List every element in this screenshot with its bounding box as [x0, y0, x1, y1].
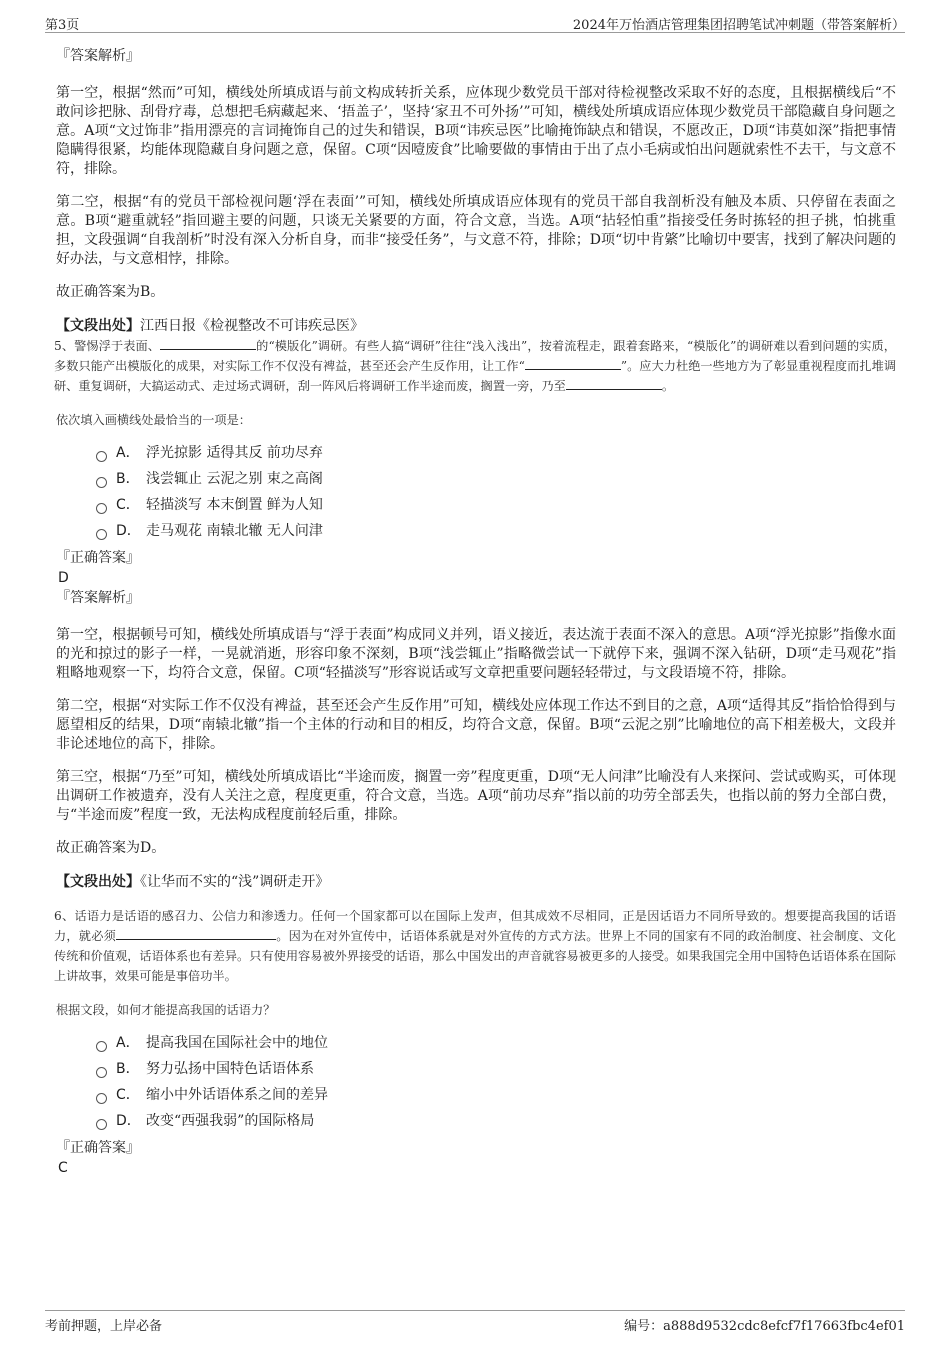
- question-5-source: [56, 872, 896, 892]
- question-5-correct-answer: D: [58, 570, 69, 586]
- radio-icon[interactable]: [96, 1041, 107, 1052]
- question-6-number: 6、: [54, 909, 75, 923]
- question-5-option-c[interactable]: C． 轻描淡写 本末倒置 鲜为人知: [96, 492, 896, 518]
- q4-source: [56, 316, 896, 336]
- question-5-text-2: 的“模版化”调研。有些人搞“调研”往往“浅入浅出”，按着流程走，跟着套路来，“模版化”的调研难以看到问题的实质，多数只能产出模版化的成果，对实际工作不仅没有裨益，甚至还会产生反作用，让工作“: [54, 339, 896, 373]
- radio-icon[interactable]: [96, 477, 107, 488]
- question-5-number: 5、: [54, 339, 75, 353]
- q4-analysis-label: 『答案解析』: [56, 48, 140, 64]
- question-5-prompt: 依次填入画横线处最恰当的一项是：: [56, 413, 251, 427]
- radio-icon[interactable]: [96, 503, 107, 514]
- question-6-blank-1[interactable]: [116, 926, 276, 940]
- question-6-option-d[interactable]: D． 改变“西强我弱”的国际格局: [96, 1108, 896, 1134]
- question-5-blank-1[interactable]: [160, 336, 256, 350]
- question-5-conclusion: 故正确答案为D。: [56, 840, 166, 856]
- radio-icon[interactable]: [96, 529, 107, 540]
- question-5: [54, 336, 896, 396]
- radio-icon[interactable]: [96, 1067, 107, 1078]
- question-5-blank-3[interactable]: [566, 376, 662, 390]
- footer-slogan: 考前押题，上岸必备: [45, 1319, 163, 1334]
- question-5-option-a[interactable]: A． 浮光掠影 适得其反 前功尽弃: [96, 440, 896, 466]
- q4-conclusion: 故正确答案为B。: [56, 284, 165, 300]
- question-5-blank-2[interactable]: [525, 356, 621, 370]
- question-6: [54, 906, 896, 986]
- question-6-correct-answer: C: [58, 1160, 68, 1176]
- q4-source-text: 江西日报《检视整改不可讳疾忌医》: [140, 318, 364, 334]
- question-6-options: [56, 1030, 896, 1134]
- q4-analysis-paragraph-2: 第二空，根据“有的党员干部检视问题‘浮在表面’”可知，横线处所填成语应体现有的党员干部自我剖析没有触及本质、只停留在表面之意。B项“避重就轻”指回避主要的问题，只谈无关紧要的方面，符合文意，当选。A项“拈轻怕重”指接受任务时拣轻的担子挑，怕挑重担，文段强调“自我剖析”时没有深入分析自身，而非“接受任务”，与文意不符，排除；D项“切中肯綮”比喻切中要害，找到了解决问题的好办法，与文意相悖，排除。: [56, 194, 896, 267]
- radio-icon[interactable]: [96, 451, 107, 462]
- document-title: 2024年万怡酒店管理集团招聘笔试冲刺题（带答案解析）: [572, 18, 905, 33]
- question-5-option-b[interactable]: B． 浅尝辄止 云泥之别 束之高阁: [96, 466, 896, 492]
- document-id: 编号：a888d9532cdc8efcf7f17663fbc4ef01: [624, 1319, 905, 1334]
- question-5-text-1: 警惕浮于表面、: [74, 339, 161, 353]
- question-5-options: [56, 440, 896, 544]
- question-5-analysis-label: 『答案解析』: [56, 590, 140, 606]
- page-footer: [45, 1310, 905, 1333]
- question-5-analysis-paragraph-2: 第二空，根据“对实际工作不仅没有裨益，甚至还会产生反作用”可知，横线处应体现工作达不到目的之意，A项“适得其反”指恰恰得到与愿望相反的结果，D项“南辕北辙”指一个主体的行动和目的相反，均符合文意，保留。B项“云泥之别”比喻地位的高下相差极大，文段并非论述地位的高下，排除。: [56, 698, 896, 752]
- question-5-text-4: 。: [661, 379, 675, 393]
- radio-icon[interactable]: [96, 1093, 107, 1104]
- page-header: [45, 12, 905, 33]
- question-5-analysis-paragraph-3: 第三空，根据“乃至”可知，横线处所填成语比“半途而废，搁置一旁”程度更重，D项“无人问津”比喻没有人来探问、尝试或购买，可体现出调研工作被遗弃，没有人关注之意，程度更重，符合文意，当选。A项“前功尽弃”指以前的功劳全部丢失，也指以前的努力全部白费，与“半途而废”程度一致，无法构成程度前轻后重，排除。: [56, 769, 896, 823]
- question-5-analysis-paragraph-1: 第一空，根据顿号可知，横线处所填成语与“浮于表面”构成同义并列，语义接近，表达流于表面不深入的意思。A项“浮光掠影”指像水面的光和掠过的影子一样，一晃就消逝，形容印象不深刻，B项“浅尝辄止”指略微尝试一下就停下来，强调不深入钻研，D项“走马观花”指粗略地观察一下，均符合文意，保留。C项“轻描淡写”形容说话或写文章把重要问题轻轻带过，与文段语境不符，排除。: [56, 627, 896, 681]
- q4-analysis-paragraph-1: 第一空，根据“然而”可知，横线处所填成语与前文构成转折关系，应体现少数党员干部对待检视整改采取不好的态度，且根据横线后“不敢问诊把脉、刮骨疗毒，总想把毛病藏起来、‘捂盖子’，坚持‘家丑不可外扬’”可知，横线处所填成语应体现少数党员干部隐藏自身问题之意。A项“文过饰非”指用漂亮的言词掩饰自己的过失和错误，B项“讳疾忌医”比喻掩饰缺点和错误，不愿改正，D项“讳莫如深”指把事情隐瞒得很紧，均能体现隐藏自身问题之意，保留。C项“因噎废食”比喻要做的事情由于出了点小毛病或怕出问题就索性不去干，与文意不符，排除。: [56, 85, 896, 177]
- question-5-option-d[interactable]: D． 走马观花 南辕北辙 无人问津: [96, 518, 896, 544]
- question-6-option-c[interactable]: C． 缩小中外话语体系之间的差异: [96, 1082, 896, 1108]
- question-6-option-a[interactable]: A． 提高我国在国际社会中的地位: [96, 1030, 896, 1056]
- radio-icon[interactable]: [96, 1119, 107, 1130]
- question-6-text-1: 话语力是话语的感召力、公信力和渗透力。任何一个国家都可以在国际上发声，但其成效不尽相同，正是因话语力不同所导致的。想要提高我国的话语力，就必须: [54, 909, 897, 943]
- question-6-correct-label: 『正确答案』: [56, 1140, 140, 1156]
- q4-source-label: 【文段出处】: [56, 318, 140, 334]
- question-5-source-text: 《让华而不实的“浅”调研走开》: [140, 874, 330, 890]
- question-5-source-label: 【文段出处】: [56, 874, 140, 890]
- question-6-prompt: 根据文段，如何才能提高我国的话语力？: [56, 1003, 276, 1017]
- question-6-text-2: 。因为在对外宣传中，话语体系就是对外宣传的方式方法。世界上不同的国家有不同的政治制度、社会制度、文化传统和价值观，话语体系也有差异。只有使用容易被外界接受的话语，那么中国发出的声音就容易被更多的人接受。如果我国完全用中国特色话语体系在国际上讲故事，效果可能是事倍功半。: [54, 929, 896, 983]
- page-number: 第3页: [45, 18, 80, 33]
- question-5-text-3: ”。应大力杜绝一些地方为了彰显重视程度而扎堆调研、重复调研，大搞运动式、走过场式调研，刮一阵风后将调研工作半途而废，搁置一旁，乃至: [54, 359, 897, 393]
- question-6-option-b[interactable]: B． 努力弘扬中国特色话语体系: [96, 1056, 896, 1082]
- page-content: [56, 40, 896, 1178]
- question-5-correct-label: 『正确答案』: [56, 550, 140, 566]
